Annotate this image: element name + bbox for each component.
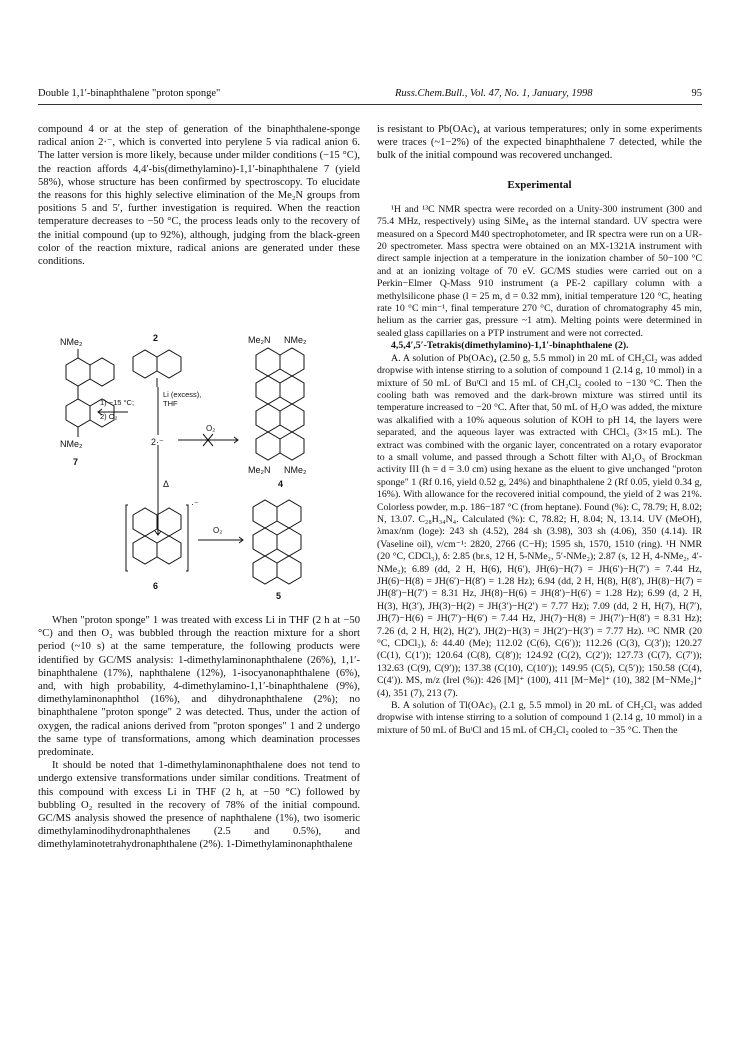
section-title: Experimental (507, 178, 572, 191)
label-2: 2 (153, 333, 159, 343)
nme2-label: NMe₂ (60, 439, 83, 449)
paragraph: is resistant to Pb(OAc)₄ at various temperatures; only in some experiments were traces (~1−2%) of the expected binaphthalene 7 detected, while the bulk of the initial compound was recovered unchanged. (377, 124, 702, 162)
paragraph: A. A solution of Pb(OAc)₄ (2.50 g, 5.5 mmol) in 20 mL of CH₂Cl₂ was added dropwise with intense stirring to a solution of compound 1 (2.14 g, 10 mmol) in a mixture of 50 mL of BuᵗCl and 15 mL of CH₂Cl₂ cooled to −130 °C. Then the cooling bath was removed and the dark-brown mixture was stirred until its temperature increased to −20 °C. After that, 50 mL of H₂O was added, the mixture was alkalified with a 10% aqueous solution of KOH to pH 14, the layers were separated, and the aqueous layer was extracted with CHCl₃ (3×15 mL). The extract was combined with the organic layer, concentrated on a rotary evaporator to a small volume, and passed through a Schott filter with Al₂O₃ of Brockman activity III (h = d = 3.0 cm) using hexane as the eluent to give unchanged "proton sponge" 1 (Rf 0.16, yield 0.52 g, 24%) and binaphthalene 2 (Rf 0.05, yield 0.34 g, 16%). With allowance for the recovered initial compound, the yield of 2 was 21%. Colorless powder, m.p. 186−187 °C (from heptane). Found (%): C, 78.79; H, 8.02; N, 13.07. C₂₈H₃₄N₄. Calculated (%): C, 78.82; H, 8.04; N, 13.14. UV (MeOH), λmax/nm (loge): 243 sh (4.52), 284 sh (3.98), 303 sh (4.06), 350 (4.14). IR (Vaseline oil), ν/cm⁻¹: 2820, 2766 (C−H); 1595 sh, 1570, 1510 (ring). ¹H NMR (20 °C, CDCl₃), δ: 2.85 (br.s, 12 H, 5-NMe₂, 5′-NMe₂); 2.87 (s, 12 H, 4-NMe₂, 4′-NMe₂); 6.89 (dd, 2 H, H(6), H(6′), JH(6)−H(7) = JH(6′)−H(7′) = 7.44 Hz, JH(6)−H(8) = JH(6′)−H(8′) = 1.28 Hz); 6.94 (dd, 2 H, H(8), H(8′), JH(8)−H(7) = JH(8′)−H(7′) = 8.31 Hz, JH(8)−H(6) = JH(8′)−H(6′) = 1.28 Hz); 6.99 (d, 2 H, H(3), H(3′), JH(3)−H(2) = JH(3′)−H(2′) = 7.77 Hz); 7.09 (dd, 2 H, H(7), H(7′), JH(7)−H(6) = JH(7′)−H(6′) = 7.44 Hz, JH(7)−H(8) = JH(7′)−H(8′) = 8.31 Hz); 7.26 (d, 2 H, H(2), H(2′), JH(2)−H(3) = JH(2′)−H(3′) = 7.77 Hz). ¹³C NMR (20 °C, CDCl₃), δ: 44.40 (Me); 112.02 (C(6), C(6′)); 112.26 (C(3), C(3′)); 120.27 (C(1), C(1′)); 120.64 (C(8), C(8′)); 124.92 (C(2), C(2′)); 127.73 (C(7), C(7′)); 132.63 (C(9), C(9′)); 137.38 (C(10), C(10′)); 149.95 (C(5), C(5′)); 150.58 (C(4), C(4′)). MS, m/z (Irel (%)): 426 [M]⁺ (100), 411 [M−Me]⁺ (10), 382 [M−NMe₂]⁺ (4), 351 (7), 213 (7). (377, 352, 702, 699)
compound-title: 4,5,4′,5′-Tetrakis(dimethylamino)-1,1′-binaphthalene (2). (391, 340, 629, 352)
label-4: 4 (278, 479, 284, 489)
paragraph: It should be noted that 1-dimethylaminonaphthalene does not tend to undergo extensive transformations under similar conditions. Treatment of this compound with excess Li in THF (2 h, at −50 °C) followed by bubbling O₂ resulted in the recovery of 78% of the initial compound. GC/MS analysis showed the presence of naphthalene (1%), two isomeric dimethylaminodihydronaphthalenes (2.5 and 0.5%), and dimethylaminotetrahydronaphthalene (2%). 1-Dimethylaminonaphthalene (38, 760, 360, 851)
compound-5-structure (253, 500, 301, 584)
left-column-top (38, 123, 360, 268)
compound-7-structure (66, 349, 114, 437)
compound-4-structure (256, 348, 304, 460)
o2-label: O₂ (206, 424, 216, 433)
o2-label: O₂ (213, 526, 223, 535)
header-title: Double 1,1′-binaphthalene "proton sponge" (38, 88, 221, 99)
right-column (377, 123, 702, 737)
paragraph: compound 4 or at the step of generation of the binaphthalene-sponge radical anion 2·⁻, which is converted into perylene 5 via radical anion 6. The latter version is more likely, because under milder conditions (−15 °C), the reaction affords 4,4′-bis(dimethylamino)-1,1′-binaphthalene 7 (yield 58%), whose structure has been confirmed by spectroscopy. To elucidate the reasons for this highly selective elimination of the Me₂N groups from positions 5 and 5′, further investigation is required. When the reaction temperature decreases to −50 °C, the process leads only to the recovery of the initial compound (up to 92%), although, judging from the black-green color of the reaction mixture, radical anions are generated under these conditions. (38, 124, 360, 268)
paragraph: When "proton sponge" 1 was treated with excess Li in THF (2 h at −50 °C) and then O₂ was bubbled through the reaction mixture for a short period (~10 s) at the same temperature, the following products were identified by GC/MS analysis: 1-dimethylaminonaphthalene (26%), 1,1′-binaphthalene (17%), naphthalene (12%), 1-isocyanonaphthalene (6%), and, with high probability, 4-dimethylamino-1,1′-binaphthalene (9%), dimethylaminonaphthol (16%), and dihydronaphthalene (2%); no binaphthalene "proton sponge" 2 was detected. Thus, under the action of oxygen, the radical anions derived from "proton sponges" 1 and 2 undergo the same type of transformations, among which deamination processes predominate. (38, 615, 360, 759)
header-journal: Russ.Chem.Bull., Vol. 47, No. 1, January, 1998 (395, 88, 593, 99)
condition-2: 2) O₂ (100, 412, 118, 421)
paragraph: B. A solution of Tl(OAc)₃ (2.1 g, 5.5 mmol) in 20 mL of CH₂Cl₂ was added dropwise with intense stirring to a solution of compound 1 (2.14 g, 10 mmol) in a mixture of 50 mL of BuᵗCl and 15 mL of CH₂Cl₂ cooled to −35 °C. Then the (377, 700, 702, 736)
reaction-scheme (38, 327, 360, 611)
radical-charge: ·⁻ (191, 499, 199, 509)
compound-heading (377, 340, 702, 352)
page-number: 95 (691, 88, 702, 99)
li-condition: THF (163, 399, 178, 408)
label-2-radical: 2·⁻ (151, 437, 164, 447)
nme2-label: NMe₂ (284, 465, 307, 475)
running-header (38, 88, 702, 105)
left-column-bottom (38, 614, 360, 852)
paragraph: ¹H and ¹³C NMR spectra were recorded on a Unity-300 instrument (300 and 75.4 MHz, respectively) using SiMe₄ as the internal standard. UV spectra were measured on a Specord M40 spectrophotometer, and IR spectra were run on a UR-20 spectrometer. Mass spectra were obtained on an MX-1321A instrument with direct sample injection at a temperature in the ionization chamber of 50−100 °C and at an ionizing voltage of 70 eV. GC/MS studies were carried out on a Perkin−Elmer Q-Mass 910 instrument (a PE-2 capillary column with a methylsilicone phase (l = 25 m, d = 0.32 mm), initial temperature 120 °C, heating rate 10 °C min⁻¹, final temperature 270 °C, duration of chromatography 45 min, helium as the carrier gas, pressure ~1 atm). Melting points were determined in sealed glass capillaries on a PTP instrument and were not corrected. (377, 203, 702, 339)
me2n-label: Me₂N (248, 335, 271, 345)
condition-1: 1) −15 °C; (100, 398, 135, 407)
nme2-label: NMe₂ (284, 335, 307, 345)
compound-6-structure (126, 505, 188, 571)
nme2-label: NMe₂ (60, 337, 83, 347)
label-7: 7 (73, 457, 79, 467)
me2n-label: Me₂N (248, 465, 271, 475)
compound-2-structure (133, 350, 181, 387)
label-5: 5 (276, 591, 282, 601)
li-condition: Li (excess), (163, 390, 202, 399)
delta-label: Δ (163, 479, 170, 489)
label-6: 6 (153, 581, 159, 591)
